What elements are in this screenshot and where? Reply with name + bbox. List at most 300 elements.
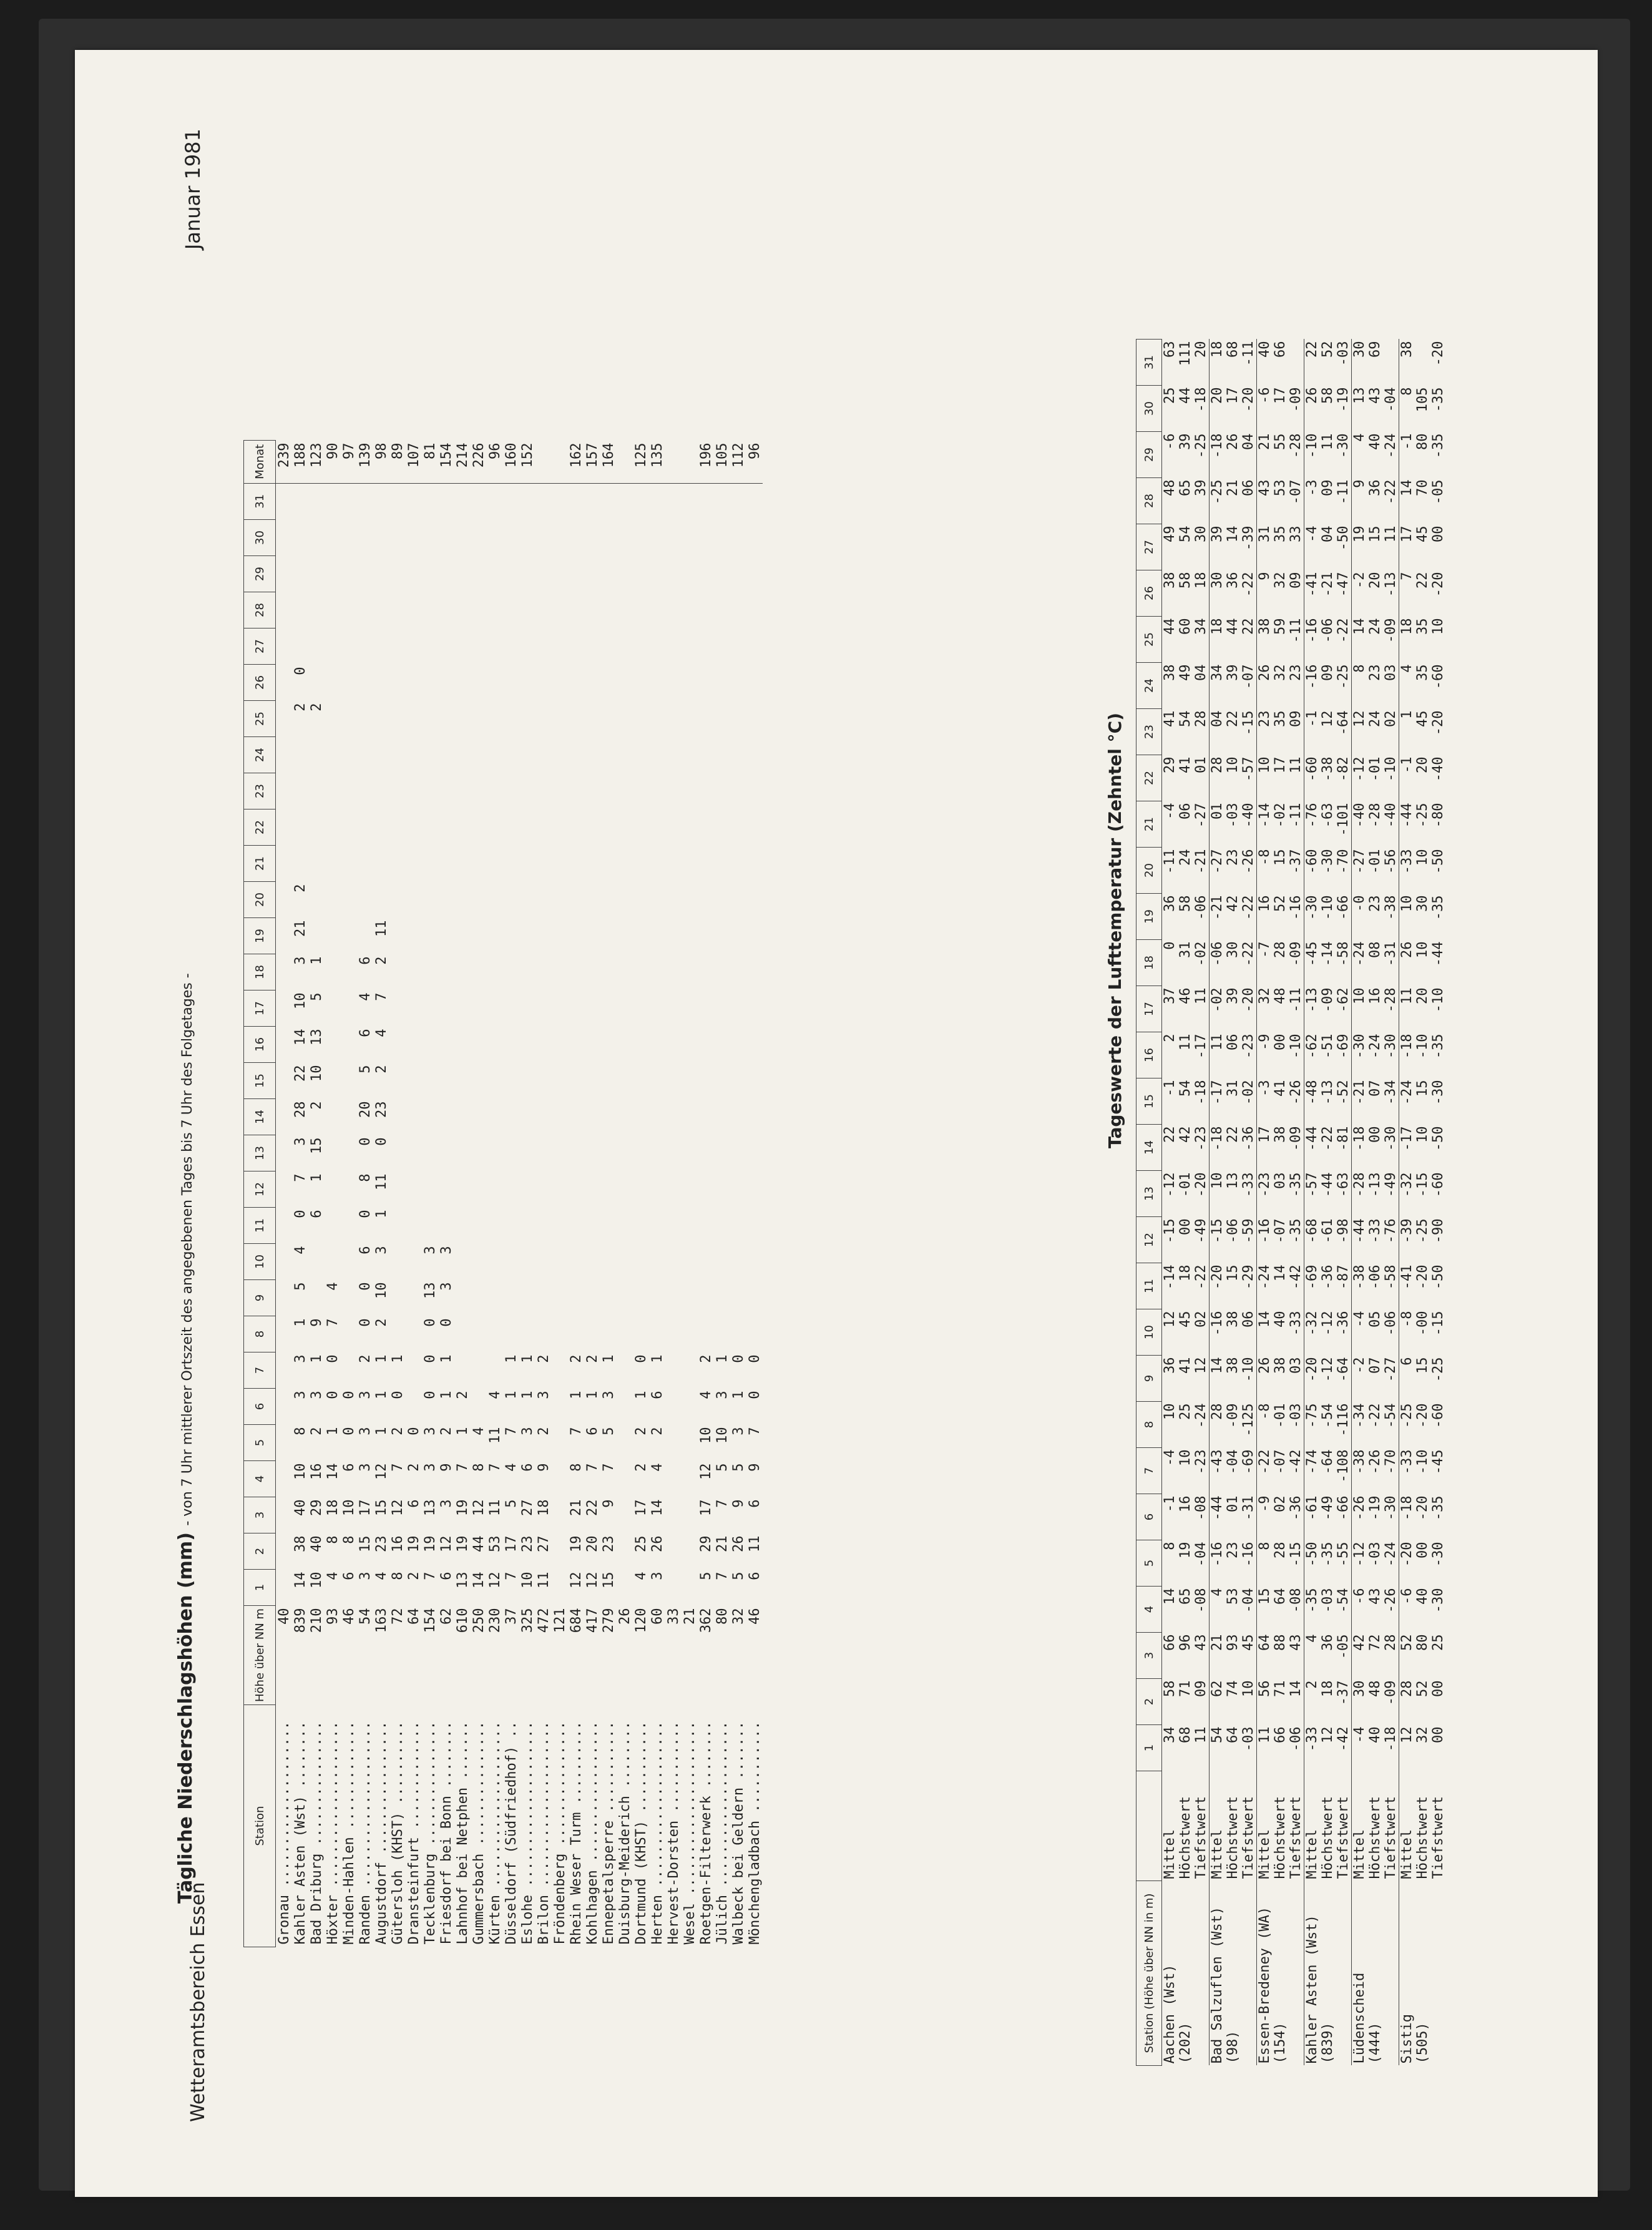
daily-value	[292, 846, 308, 882]
daily-value: 11	[1320, 433, 1336, 450]
station-name: Duisburg-Meiderich ........	[617, 1721, 633, 1945]
daily-value: 1	[633, 1391, 649, 1399]
daily-value	[357, 882, 373, 918]
daily-value: 26	[1257, 664, 1273, 681]
daily-value: 01	[1193, 756, 1209, 773]
daily-value	[600, 882, 617, 918]
daily-value	[633, 1244, 649, 1280]
daily-value	[730, 483, 746, 520]
daily-value	[682, 1280, 698, 1316]
daily-value: 2	[568, 1354, 584, 1363]
daily-value	[519, 1063, 535, 1099]
daily-value	[584, 918, 600, 954]
daily-value: -20	[1430, 710, 1446, 736]
daily-value	[1288, 340, 1304, 386]
daily-value: 38	[1162, 572, 1178, 589]
daily-value	[552, 1352, 568, 1389]
daily-value	[454, 737, 471, 773]
station-name	[1383, 1881, 1399, 2066]
daily-value	[665, 846, 682, 882]
daily-value	[714, 1135, 730, 1171]
daily-value: 19	[1178, 1542, 1193, 1558]
daily-value	[698, 882, 714, 918]
daily-value: -7	[1257, 941, 1273, 958]
daily-value: 06	[1241, 479, 1256, 496]
daily-value	[471, 1352, 487, 1389]
daily-value: -62	[1336, 987, 1351, 1013]
daily-value	[406, 665, 422, 701]
daily-value: 5	[292, 1282, 308, 1291]
col-day: 28	[244, 592, 276, 628]
daily-value: -25	[1430, 1357, 1446, 1382]
daily-value: 3	[600, 1391, 617, 1399]
daily-value: 00	[1273, 1034, 1288, 1050]
daily-value	[341, 701, 357, 737]
daily-value: -22	[1336, 618, 1351, 643]
table-row	[1241, 340, 1257, 2066]
daily-value: -10	[1415, 1449, 1430, 1475]
daily-value: -28	[1367, 803, 1383, 828]
value-kind: Tiefstwert	[1383, 1796, 1399, 1879]
daily-value	[665, 592, 682, 628]
daily-value	[600, 773, 617, 809]
daily-value: 0	[325, 1354, 341, 1363]
daily-value: 26	[1399, 941, 1415, 958]
daily-value	[373, 628, 389, 665]
daily-value	[600, 701, 617, 737]
daily-value	[600, 592, 617, 628]
daily-value: 9	[308, 1318, 325, 1327]
daily-value	[406, 628, 422, 665]
daily-value: 1	[649, 1354, 665, 1363]
station-name: Minden-Hahlen .............	[341, 1721, 357, 1945]
daily-value: -22	[1383, 479, 1399, 505]
daily-value	[698, 1027, 714, 1063]
daily-value: 21	[714, 1535, 730, 1553]
daily-value	[406, 990, 422, 1027]
daily-value	[503, 628, 519, 665]
daily-value	[341, 1244, 357, 1280]
daily-value: 33	[1288, 526, 1304, 542]
col-day: 27	[1136, 524, 1162, 570]
station-name	[1288, 1881, 1304, 2066]
daily-value: 32	[1257, 987, 1273, 1004]
daily-value	[617, 809, 633, 846]
daily-value: -38	[1352, 1264, 1367, 1290]
daily-value	[665, 1352, 682, 1389]
daily-value: 36	[1367, 479, 1383, 496]
daily-value	[406, 1063, 422, 1099]
daily-value	[584, 1171, 600, 1208]
daily-value: 2	[633, 1463, 649, 1472]
daily-value	[519, 918, 535, 954]
table-row	[633, 441, 649, 1947]
daily-value	[373, 737, 389, 773]
daily-value	[308, 737, 325, 773]
daily-value: 2	[1304, 1680, 1320, 1689]
daily-value	[389, 592, 406, 628]
daily-value: 19	[1352, 526, 1367, 542]
daily-value: 30	[1225, 941, 1241, 958]
station-name: Augustdorf ................	[373, 1721, 389, 1945]
station-height: 60	[649, 1608, 665, 1625]
daily-value	[649, 701, 665, 737]
daily-value	[406, 1027, 422, 1063]
daily-value	[633, 882, 649, 918]
daily-value: 4	[698, 1391, 714, 1399]
daily-value	[714, 846, 730, 882]
daily-value: 1	[308, 956, 325, 965]
daily-value: 12	[568, 1572, 584, 1589]
col-day: 17	[244, 990, 276, 1027]
daily-value	[568, 1280, 584, 1316]
daily-value	[698, 1244, 714, 1280]
daily-value	[292, 809, 308, 846]
daily-value	[714, 665, 730, 701]
daily-value: 09	[1320, 479, 1336, 496]
daily-value	[535, 1208, 552, 1244]
daily-value: 11	[746, 1535, 763, 1553]
daily-value	[535, 1099, 552, 1135]
daily-value: -12	[1352, 1542, 1367, 1567]
daily-value: 35	[1415, 618, 1430, 635]
daily-value	[438, 665, 454, 701]
station-name: Aachen (Wst)	[1162, 1964, 1178, 2064]
station-name: Randen ....................	[357, 1721, 373, 1945]
daily-value	[633, 483, 649, 520]
daily-value	[552, 665, 568, 701]
daily-value: 21	[1257, 433, 1273, 450]
daily-value	[552, 1570, 568, 1606]
station-height: 93	[325, 1608, 341, 1625]
daily-value: 31	[1257, 526, 1273, 542]
daily-value: 3	[422, 1463, 438, 1472]
daily-value: 0	[1162, 941, 1178, 950]
daily-value	[698, 737, 714, 773]
month-total: 89	[389, 441, 406, 484]
daily-value: 1	[454, 1427, 471, 1435]
daily-value	[746, 773, 763, 809]
daily-value	[617, 483, 633, 520]
daily-value: 0	[341, 1391, 357, 1399]
daily-value	[730, 520, 746, 556]
daily-value	[357, 665, 373, 701]
daily-value: 64	[1257, 1634, 1273, 1651]
daily-value	[682, 1135, 698, 1171]
daily-value	[746, 954, 763, 990]
daily-value	[682, 483, 698, 520]
daily-value: -19	[1367, 1495, 1383, 1521]
daily-value: -20	[1210, 1264, 1225, 1290]
daily-value: 38	[1225, 1311, 1241, 1328]
daily-value	[292, 592, 308, 628]
daily-value: -25	[1193, 433, 1209, 459]
daily-value: -14	[1320, 941, 1336, 967]
daily-value: 3	[422, 1246, 438, 1254]
daily-value	[714, 990, 730, 1027]
daily-value: 4	[649, 1463, 665, 1472]
daily-value	[341, 809, 357, 846]
daily-value: 56	[1257, 1680, 1273, 1697]
daily-value: 00	[1430, 1726, 1446, 1743]
col-day: 9	[1136, 1356, 1162, 1402]
daily-value	[471, 1099, 487, 1135]
daily-value: 4	[1399, 664, 1415, 673]
station-name: (505)	[1415, 2022, 1430, 2064]
daily-value: 14	[292, 1029, 308, 1046]
daily-value	[519, 1135, 535, 1171]
daily-value: 8	[1162, 1542, 1178, 1550]
daily-value: 4	[633, 1572, 649, 1580]
daily-value: 7	[389, 1463, 406, 1472]
daily-value: -30	[1430, 1080, 1446, 1105]
col-day: 21	[244, 846, 276, 882]
daily-value	[389, 1171, 406, 1208]
daily-value	[665, 1280, 682, 1316]
daily-value: 58	[1178, 895, 1193, 912]
table-row	[1399, 340, 1415, 2066]
daily-value: 11	[1383, 526, 1399, 542]
daily-value: -11	[1288, 803, 1304, 828]
daily-value: -36	[1336, 1311, 1351, 1336]
daily-value: 00	[1415, 1542, 1430, 1558]
temperature-title: Tageswerte der Lufttemperatur (Zehntel °C)	[1105, 713, 1125, 1148]
daily-value	[535, 737, 552, 773]
daily-value	[535, 665, 552, 701]
daily-value	[487, 628, 503, 665]
daily-value: 14	[1352, 618, 1367, 635]
daily-value	[389, 520, 406, 556]
daily-value: -44	[1430, 941, 1446, 967]
daily-value: 01	[1225, 1495, 1241, 1512]
daily-value	[276, 1389, 293, 1425]
daily-value: 39	[1225, 987, 1241, 1004]
daily-value: 23	[1367, 664, 1383, 681]
daily-value: 62	[1210, 1680, 1225, 1697]
daily-value	[389, 628, 406, 665]
daily-value	[341, 846, 357, 882]
daily-value: 2	[535, 1427, 552, 1435]
daily-value	[665, 773, 682, 809]
daily-value	[649, 1027, 665, 1063]
daily-value: -09	[1225, 1403, 1241, 1429]
daily-value	[568, 918, 584, 954]
table-row	[519, 441, 535, 1947]
daily-value: 2	[698, 1354, 714, 1363]
col-day: 14	[1136, 1125, 1162, 1171]
daily-value	[682, 556, 698, 592]
daily-value: -57	[1241, 756, 1256, 782]
daily-value	[600, 1135, 617, 1171]
daily-value	[568, 556, 584, 592]
daily-value	[698, 483, 714, 520]
daily-value	[454, 1280, 471, 1316]
daily-value: 4	[503, 1463, 519, 1472]
daily-value: -30	[1336, 433, 1351, 459]
daily-value	[698, 1063, 714, 1099]
daily-value: 41	[1162, 710, 1178, 727]
daily-value: 1	[438, 1391, 454, 1399]
col-day: 4	[1136, 1587, 1162, 1633]
daily-value: 2	[535, 1354, 552, 1363]
daily-value	[535, 1244, 552, 1280]
daily-value: -80	[1430, 803, 1446, 828]
daily-value: 3	[519, 1427, 535, 1435]
station-name: Dransteinfurt .............	[406, 1721, 422, 1945]
daily-value	[552, 882, 568, 918]
table-row	[1336, 340, 1352, 2066]
daily-value: -24	[1383, 433, 1399, 459]
daily-value: -03	[1367, 1542, 1383, 1567]
daily-value	[600, 520, 617, 556]
col-day: 25	[1136, 617, 1162, 663]
daily-value	[519, 737, 535, 773]
station-name: (839)	[1320, 2022, 1336, 2064]
daily-value: -8	[1257, 849, 1273, 866]
daily-value: 9	[746, 1463, 763, 1472]
col-day: 8	[1136, 1402, 1162, 1448]
daily-value	[600, 1063, 617, 1099]
daily-value	[487, 882, 503, 918]
station-name: Kahler Asten (Wst) ........	[292, 1721, 308, 1945]
month-total: 154	[438, 441, 454, 484]
col-day: 29	[244, 556, 276, 592]
daily-value: -20	[1241, 987, 1256, 1013]
daily-value	[276, 1135, 293, 1171]
daily-value	[552, 918, 568, 954]
daily-value	[698, 701, 714, 737]
daily-value: 13	[1225, 1172, 1241, 1189]
daily-value: -4	[1162, 803, 1178, 819]
daily-value: -66	[1336, 895, 1351, 921]
col-day: 7	[244, 1352, 276, 1389]
daily-value	[714, 809, 730, 846]
daily-value	[535, 483, 552, 520]
daily-value: -69	[1336, 1034, 1351, 1059]
daily-value	[471, 520, 487, 556]
daily-value: -24	[1367, 1034, 1383, 1059]
daily-value	[714, 1244, 730, 1280]
daily-value	[406, 1171, 422, 1208]
daily-value	[438, 954, 454, 990]
daily-value	[535, 592, 552, 628]
daily-value: -76	[1304, 803, 1320, 828]
daily-value	[682, 628, 698, 665]
daily-value: 34	[1162, 1726, 1178, 1743]
daily-value: 30	[1352, 1680, 1367, 1697]
daily-value	[617, 1570, 633, 1606]
daily-value: -15	[1210, 1218, 1225, 1244]
daily-value	[341, 918, 357, 954]
daily-value: 15	[1367, 526, 1383, 542]
daily-value: 42	[1225, 895, 1241, 912]
daily-value	[438, 592, 454, 628]
daily-value	[389, 556, 406, 592]
daily-value: -26	[1288, 1080, 1304, 1105]
daily-value	[746, 990, 763, 1027]
daily-value: -42	[1336, 1726, 1351, 1752]
daily-value	[617, 918, 633, 954]
month-total: 135	[649, 441, 665, 484]
daily-value: 3	[438, 1499, 454, 1508]
daily-value	[1415, 340, 1430, 386]
daily-value	[649, 954, 665, 990]
daily-value: 31	[1178, 941, 1193, 958]
daily-value	[649, 1135, 665, 1171]
daily-value	[682, 918, 698, 954]
daily-value: -01	[1178, 1172, 1193, 1198]
daily-value	[617, 520, 633, 556]
daily-value: 12	[1352, 710, 1367, 727]
daily-value: 26	[730, 1535, 746, 1553]
daily-value	[746, 809, 763, 846]
daily-value	[584, 665, 600, 701]
daily-value: -12	[1162, 1172, 1178, 1198]
daily-value: -35	[1430, 1034, 1446, 1059]
daily-value	[487, 990, 503, 1027]
daily-value	[714, 1099, 730, 1135]
daily-value: 4	[325, 1572, 341, 1580]
daily-value	[454, 1208, 471, 1244]
daily-value: -35	[1304, 1588, 1320, 1613]
daily-value: 38	[292, 1535, 308, 1553]
daily-value: -03	[1288, 1403, 1304, 1429]
daily-value: 13	[1352, 387, 1367, 404]
daily-value: 43	[1367, 1588, 1383, 1605]
daily-value	[357, 520, 373, 556]
daily-value	[454, 918, 471, 954]
station-name: Bad Driburg ...............	[308, 1721, 325, 1945]
daily-value	[600, 1208, 617, 1244]
daily-value	[682, 1027, 698, 1063]
daily-value: 105	[1415, 387, 1430, 413]
daily-value	[649, 665, 665, 701]
daily-value	[584, 483, 600, 520]
daily-value	[422, 483, 438, 520]
daily-value: -37	[1336, 1680, 1351, 1706]
daily-value: 38	[1399, 341, 1415, 358]
daily-value	[665, 1135, 682, 1171]
precipitation-header-row	[244, 441, 276, 1947]
daily-value	[617, 1280, 633, 1316]
daily-value	[471, 483, 487, 520]
daily-value: 1	[308, 1173, 325, 1182]
daily-value: -00	[1415, 1311, 1430, 1336]
daily-value	[519, 882, 535, 918]
daily-value	[422, 1027, 438, 1063]
table-row	[1383, 340, 1399, 2066]
daily-value: 40	[1367, 1726, 1383, 1743]
daily-value: -08	[1288, 1588, 1304, 1613]
daily-value	[665, 1389, 682, 1425]
daily-value	[746, 1027, 763, 1063]
daily-value: -22	[1241, 895, 1256, 921]
col-day: 31	[244, 483, 276, 520]
daily-value: -06	[1225, 1218, 1241, 1244]
daily-value	[406, 737, 422, 773]
daily-value: 9	[438, 1463, 454, 1472]
daily-value	[389, 1244, 406, 1280]
daily-value	[487, 737, 503, 773]
daily-value: -30	[1320, 849, 1336, 874]
daily-value: -20	[1241, 387, 1256, 413]
value-kind: Mittel	[1257, 1829, 1273, 1879]
daily-value: -58	[1383, 1264, 1399, 1290]
daily-value: -38	[1320, 756, 1336, 782]
daily-value	[341, 1027, 357, 1063]
daily-value: 52	[1415, 1680, 1430, 1697]
col-station-temp: Station (Höhe über NN in m)	[1136, 1881, 1162, 2066]
